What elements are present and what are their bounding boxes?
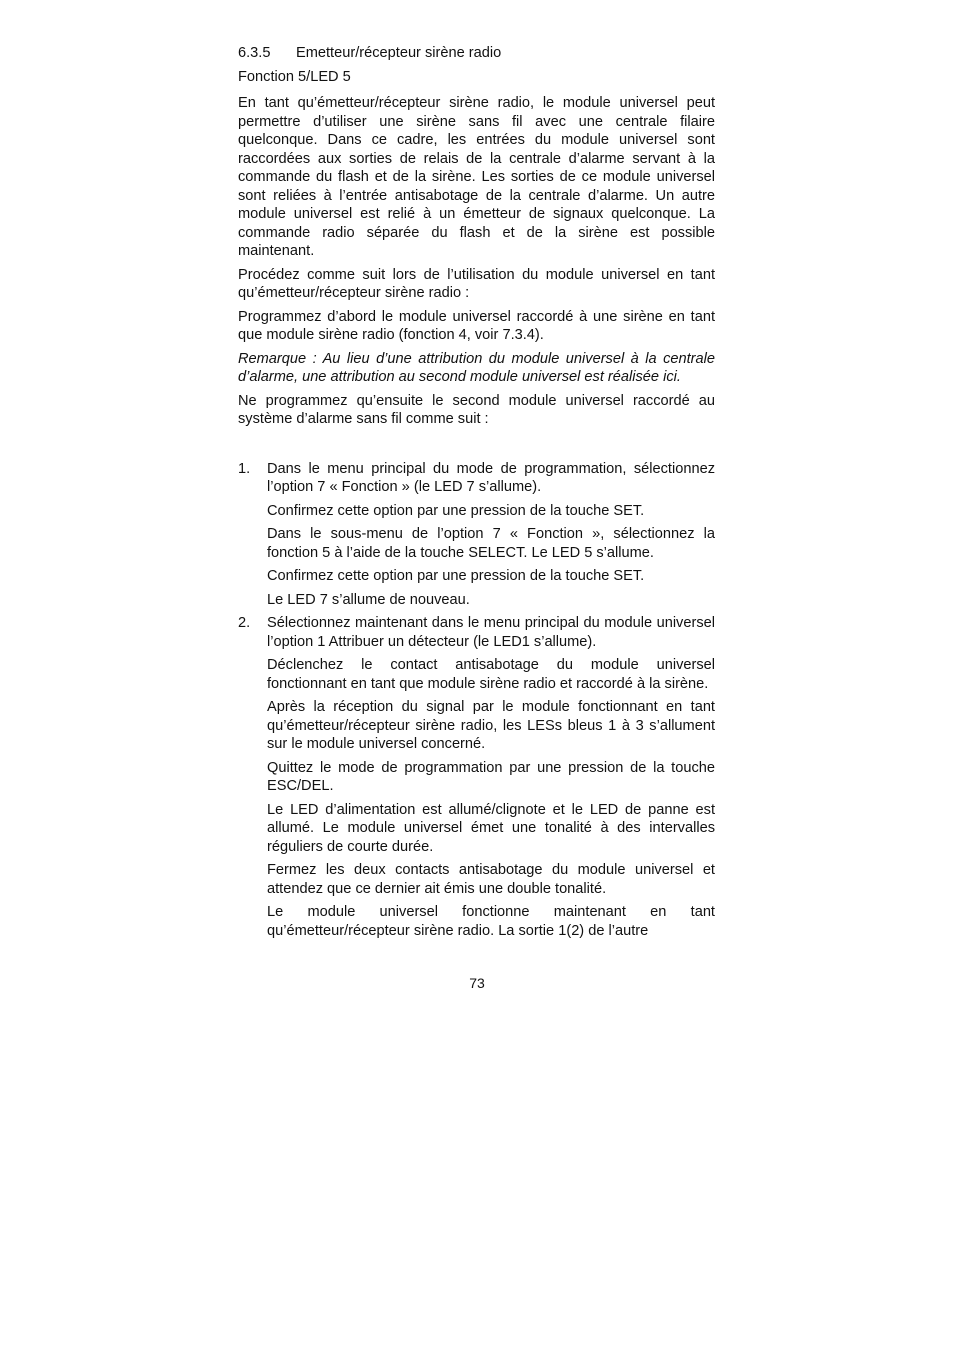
step-line: Le module universel fonctionne maintenant en tant qu’émetteur/récepteur sirène radio. La sortie 1(2) de l’autre xyxy=(267,904,715,939)
note-paragraph: Remarque : Au lieu d’une attribution du module universel à la centrale d’alarme, une attribution au second module universel est réalisée ici. xyxy=(238,350,715,385)
step-index: 2. xyxy=(238,615,251,631)
intro-paragraph: En tant qu’émetteur/récepteur sirène radio, le module universel peut permettre d’utiliser une sirène sans fil avec une centrale filaire quelconque. Dans ce cadre, les entrées du module universel sont raccordées aux sorties de relais de la centrale d’alarme servant à la commande du flash et de la sirène. Les sorties de ce module universel sont reliées à l’entrée antisabotage de la centrale d’alarme. Un autre module universel est relié à un émetteur de signaux quelconque. La commande radio séparée du flash et de la sirène est possible maintenant. xyxy=(238,95,715,259)
spacer xyxy=(238,434,715,460)
step-body xyxy=(267,614,715,945)
step-body xyxy=(267,460,715,615)
step-line: Sélectionnez maintenant dans le menu principal du module universel l’option 1 Attribuer un détecteur (le LED1 s’allume). xyxy=(267,615,715,650)
step-line: Confirmez cette option par une pression de la touche SET. xyxy=(267,568,645,584)
step-2 xyxy=(238,614,715,945)
page-number: 73 xyxy=(469,975,485,991)
step-line: Dans le sous-menu de l’option 7 « Fonction », sélectionnez la fonction 5 à l’aide de la touche SELECT. Le LED 5 s’allume. xyxy=(267,526,715,561)
step-line: Fermez les deux contacts antisabotage du module universel et attendez que ce dernier ait émis une double tonalité. xyxy=(267,862,715,897)
step-line: Le LED 7 s’allume de nouveau. xyxy=(267,591,470,608)
step-1 xyxy=(238,460,715,615)
section-title: Emetteur/récepteur sirène radio xyxy=(296,45,502,61)
step-line: Le LED d’alimentation est allumé/clignote et le LED de panne est allumé. Le module universel émet une tonalité à des intervalles réguliers de courte durée. xyxy=(267,801,715,855)
first-step-paragraph: Programmez d’abord le module universel raccordé à une sirène en tant que module sirène radio (fonction 4, voir 7.3.4). xyxy=(238,308,715,343)
step-line: Après la réception du signal par le module fonctionnant en tant qu’émetteur/récepteur sirène radio, les LESs bleus 1 à 3 s’allument sur le module universel concerné. xyxy=(267,699,715,752)
step-index: 1. xyxy=(238,460,251,477)
then-paragraph: Ne programmez qu’ensuite le second module universel raccordé au système d’alarme sans fil comme suit : xyxy=(238,392,715,427)
step-line: Confirmez cette option par une pression de la touche SET. xyxy=(267,502,645,519)
section-subtitle: Fonction 5/LED 5 xyxy=(238,68,351,85)
procedure-paragraph: Procédez comme suit lors de l’utilisation du module universel en tant qu’émetteur/récepteur sirène radio : xyxy=(238,266,715,301)
document-page xyxy=(238,44,715,945)
section-number: 6.3.5 xyxy=(238,45,271,61)
step-line: Quittez le mode de programmation par une pression de la touche ESC/DEL. xyxy=(267,759,715,794)
step-line: Dans le menu principal du mode de programmation, sélectionnez l’option 7 « Fonction » (le LED 7 s’allume). xyxy=(267,460,715,495)
section-heading xyxy=(238,44,715,63)
step-line: Déclenchez le contact antisabotage du module universel fonctionnant en tant que module sirène radio et raccordé à la sirène. xyxy=(267,657,715,692)
